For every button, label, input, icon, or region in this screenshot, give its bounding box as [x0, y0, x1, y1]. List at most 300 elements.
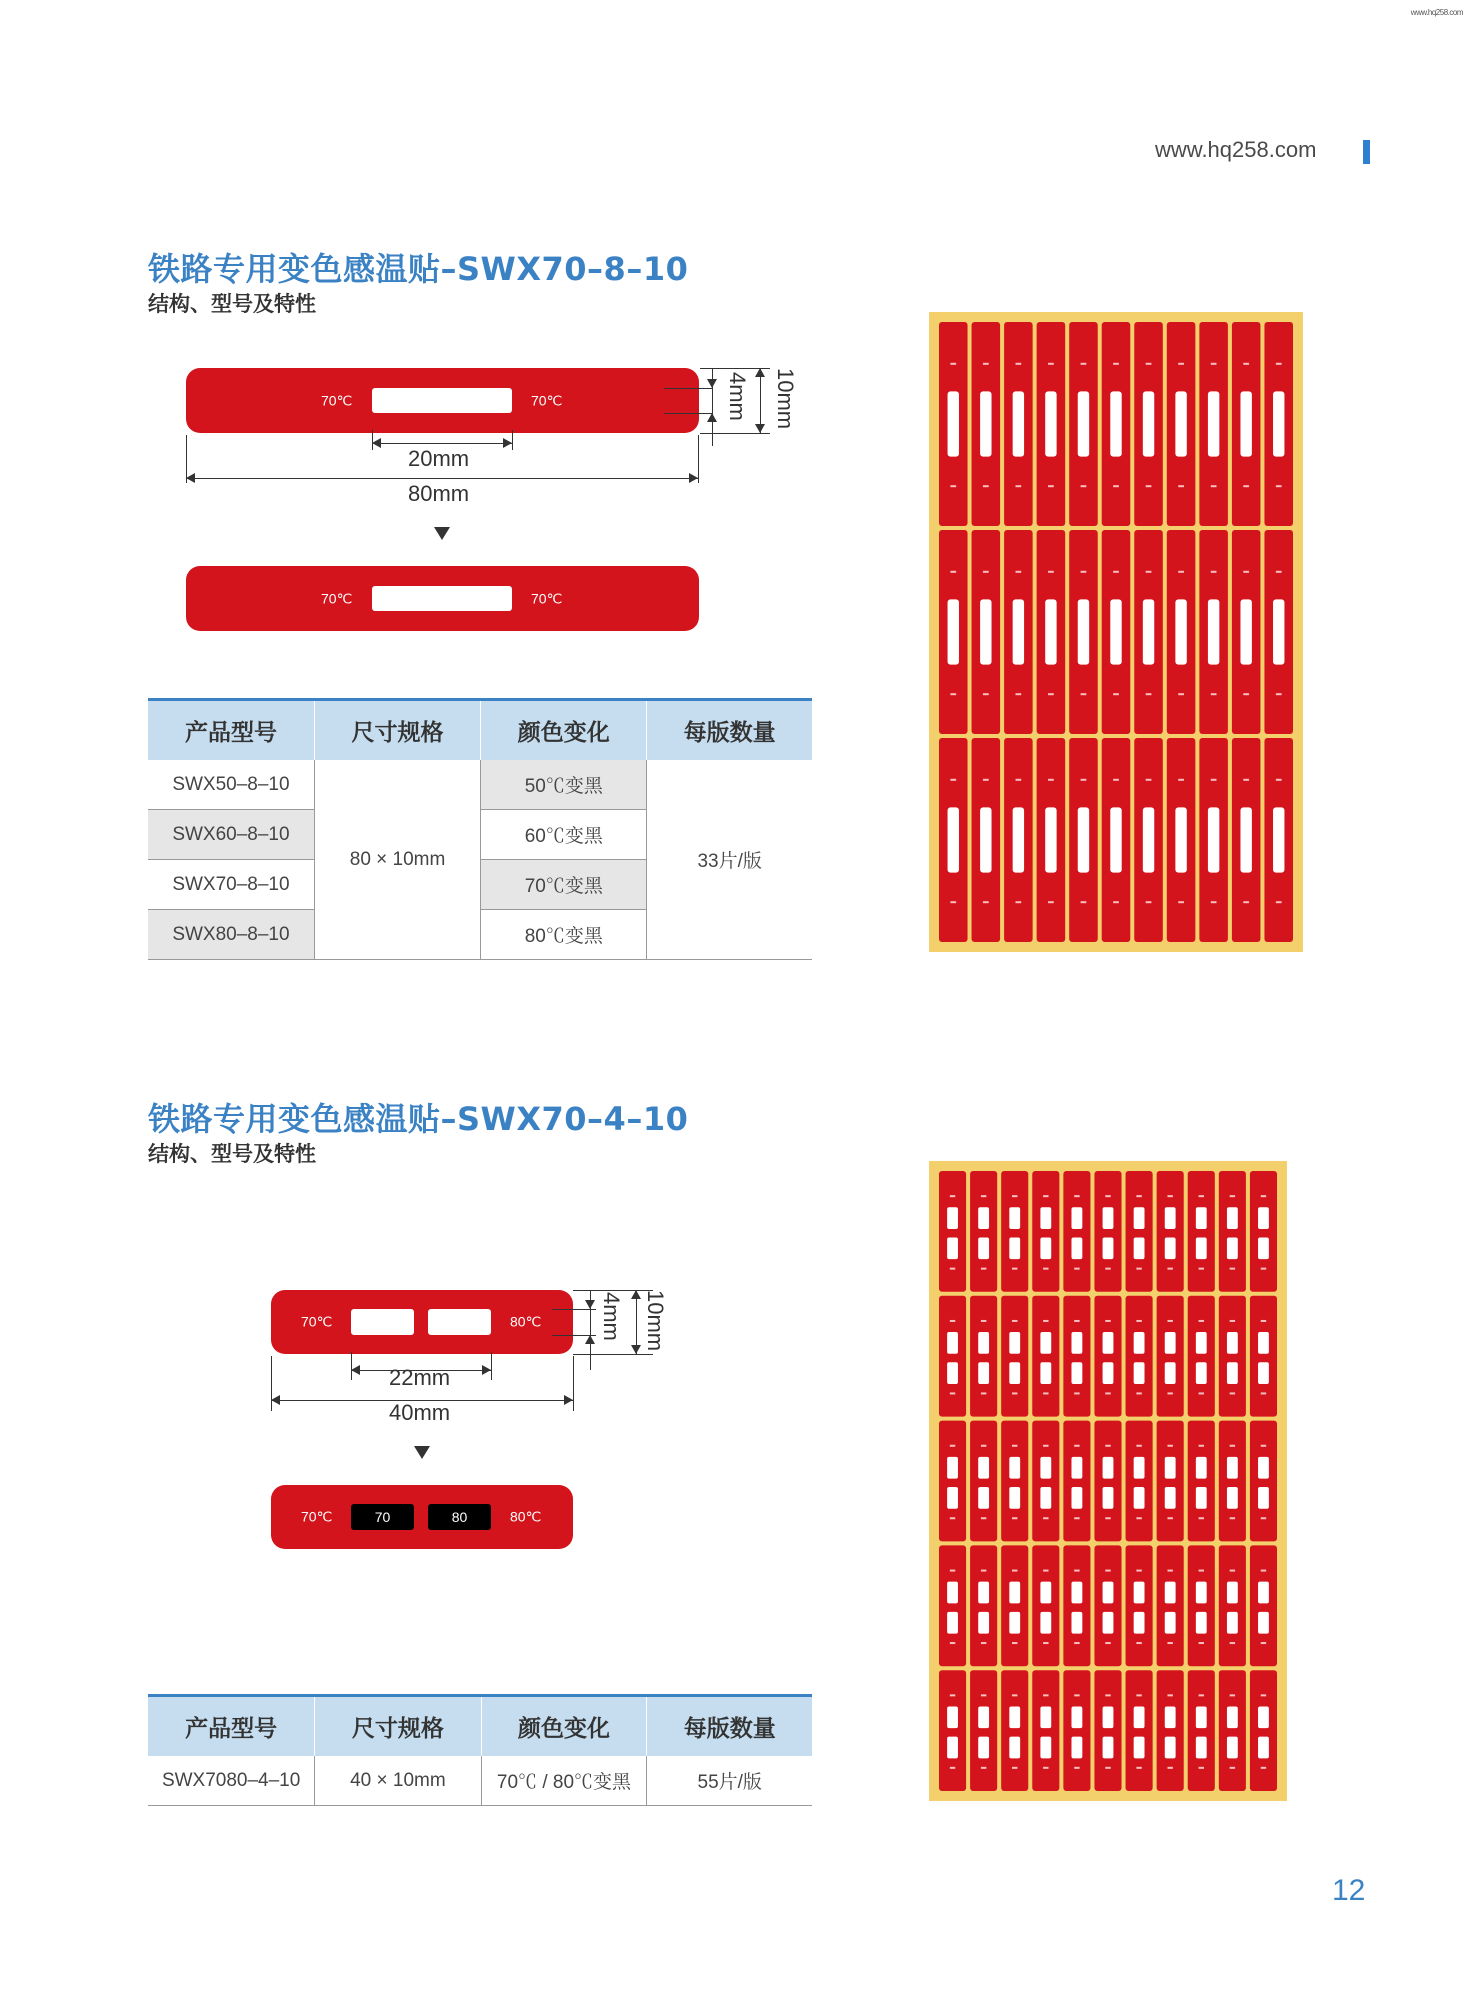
sheet-label-window: [1071, 1362, 1082, 1384]
sheet-label-window: [1175, 807, 1186, 872]
sheet-label-mark: [1230, 1517, 1235, 1519]
sheet-label-window: [1196, 1332, 1207, 1354]
sheet-label-window: [1134, 1237, 1145, 1259]
sheet-label-window: [1009, 1362, 1020, 1384]
sheet-label-mark: [1211, 363, 1217, 365]
sheet-label-mark: [1211, 485, 1217, 487]
label-after: [186, 566, 699, 631]
sheet-label-mark: [1230, 1392, 1235, 1394]
sheet-label-mark: [1074, 1392, 1079, 1394]
sheet-label-window: [947, 1207, 958, 1229]
sheet-label-window: [1103, 1362, 1114, 1384]
sheet-label-mark: [1074, 1767, 1079, 1769]
sheet-label-mark: [950, 1320, 955, 1322]
sheet-label: [1032, 1421, 1059, 1542]
sheet-label-mark: [981, 1694, 986, 1696]
sheet-label-window: [1071, 1706, 1082, 1728]
sheet-label-mark: [1211, 571, 1217, 573]
sheet-label-mark: [1081, 779, 1087, 781]
dim-label-length: 40mm: [389, 1400, 451, 1425]
sheet-label-mark: [1043, 1392, 1048, 1394]
sheet-label: [1219, 1421, 1246, 1542]
sheet-label-mark: [950, 485, 956, 487]
sheet-label-window: [1013, 391, 1024, 456]
sheet-label-mark: [1048, 779, 1054, 781]
sheet-label-mark: [1261, 1767, 1266, 1769]
sheet-label-window: [1227, 1237, 1238, 1259]
sheet-label-mark: [1167, 1320, 1172, 1322]
sheet-label-mark: [1136, 1320, 1141, 1322]
sheet-label-window: [948, 807, 959, 872]
col-header-size: 尺寸规格: [315, 1696, 481, 1757]
sheet-label-window: [1165, 1487, 1176, 1509]
sheet-label-mark: [950, 1767, 955, 1769]
sheet-label-window: [1009, 1487, 1020, 1509]
label-temp-right: 80℃: [510, 1508, 542, 1525]
sheet-label-mark: [1199, 1694, 1204, 1696]
sheet-label-window: [1175, 599, 1186, 664]
dim-label-height: 10mm: [643, 1290, 668, 1352]
sheet-label-window: [1078, 391, 1089, 456]
sheet-label-mark: [1230, 1694, 1235, 1696]
sheet-label-mark: [981, 1195, 986, 1197]
sheet-label-mark: [1016, 901, 1022, 903]
sheet-label-mark: [1074, 1517, 1079, 1519]
sheet-label-mark: [950, 779, 956, 781]
sheet-label: [1219, 1670, 1246, 1791]
arrow-up: [585, 1335, 595, 1344]
sheet-label-window: [947, 1706, 958, 1728]
sheet-label-window: [1040, 1612, 1051, 1634]
sheet-label-window: [1196, 1487, 1207, 1509]
sheet-label-mark: [1199, 1767, 1204, 1769]
sheet-label-mark: [1016, 571, 1022, 573]
sheet-label-mark: [981, 1517, 986, 1519]
sheet-label-mark: [1243, 901, 1249, 903]
sheet-label: [1250, 1171, 1277, 1292]
col-header-model: 产品型号: [148, 1696, 315, 1757]
sheet-label-window: [1071, 1612, 1082, 1634]
table-row: [148, 1756, 812, 1806]
sheet-label-window: [1273, 599, 1284, 664]
sheet-label-window: [1143, 807, 1154, 872]
sheet-label-mark: [1012, 1268, 1017, 1270]
arrow-right: [689, 473, 698, 483]
sheet-label-window: [1110, 807, 1121, 872]
sheet-label-mark: [1136, 1517, 1141, 1519]
sheet-label-mark: [1105, 1642, 1110, 1644]
table-row: [148, 760, 812, 810]
sheet-label-window: [978, 1582, 989, 1604]
sheet-label-window: [1040, 1457, 1051, 1479]
sheet-label: [1032, 1171, 1059, 1292]
indicator-window: [428, 1309, 491, 1335]
sheet-label-window: [1240, 599, 1251, 664]
sheet-label-mark: [1261, 1320, 1266, 1322]
dim-ext-win-top: [664, 388, 712, 389]
sheet-label-window: [1040, 1237, 1051, 1259]
arrow-right: [482, 1365, 491, 1375]
sheet-label-mark: [1167, 1392, 1172, 1394]
cell-color: 50℃变黑: [481, 760, 647, 810]
sheet-label-mark: [983, 693, 989, 695]
sheet-label: [1219, 1545, 1246, 1666]
sheet-label-window: [1009, 1237, 1020, 1259]
cell-color: 70℃变黑: [481, 860, 647, 910]
sheet-label: [1063, 1670, 1090, 1791]
sheet-label: [1001, 1421, 1028, 1542]
sheet-label-window: [1134, 1457, 1145, 1479]
dim-label-window-h: 4mm: [725, 372, 750, 421]
arrow-left: [186, 473, 195, 483]
sheet-label-window: [1258, 1737, 1269, 1759]
sheet-label-mark: [1276, 901, 1282, 903]
label-temp-left: 70℃: [301, 1313, 333, 1330]
sheet-label-window: [1071, 1207, 1082, 1229]
sheet-label-window: [980, 807, 991, 872]
sheet-label-window: [1165, 1332, 1176, 1354]
sheet-label-window: [1165, 1706, 1176, 1728]
sheet-label-mark: [1048, 363, 1054, 365]
sheet-label-mark: [1016, 693, 1022, 695]
section1-subtitle: 结构、型号及特性: [148, 292, 316, 316]
page-number: 12: [1332, 1874, 1366, 1907]
cell-model: SWX50–8–10: [148, 760, 314, 810]
sheet-label: [970, 1421, 997, 1542]
sheet-label-mark: [1105, 1445, 1110, 1447]
dim-ext-bottom: [700, 433, 770, 434]
sheet-label-mark: [1261, 1694, 1266, 1696]
sheet-label: [1094, 1421, 1121, 1542]
arrow-down: [707, 379, 717, 388]
sheet-label-mark: [1199, 1320, 1204, 1322]
sheet-label-window: [1009, 1332, 1020, 1354]
sheet-label-mark: [1048, 693, 1054, 695]
sheet-label: [1157, 1545, 1184, 1666]
sheet-label-mark: [1016, 363, 1022, 365]
sheet-label-mark: [1113, 693, 1119, 695]
sheet-label-mark: [1043, 1570, 1048, 1572]
dim-window-width: 22mm: [389, 1365, 451, 1390]
sheet-label-window: [1071, 1237, 1082, 1259]
sheet-label-window: [1196, 1737, 1207, 1759]
cell-model: SWX80–8–10: [148, 910, 314, 960]
sheet-label-mark: [1043, 1268, 1048, 1270]
sheet-label-mark: [1136, 1694, 1141, 1696]
sheet-label: [1188, 1296, 1215, 1417]
cell-color: 60℃变黑: [481, 810, 647, 860]
sheet-label: [1219, 1296, 1246, 1417]
sheet-label: [1250, 1296, 1277, 1417]
sheet-label: [1001, 1545, 1028, 1666]
sheet-label-mark: [1074, 1694, 1079, 1696]
col-header-qty: 每版数量: [647, 1696, 812, 1757]
label-after: [271, 1485, 573, 1549]
sheet-label-mark: [1043, 1694, 1048, 1696]
accent-bar: [1363, 140, 1370, 164]
sheet-label-mark: [1146, 571, 1152, 573]
sheet-label-mark: [1074, 1570, 1079, 1572]
sheet-label: [939, 1545, 966, 1666]
sheet-label-mark: [1043, 1445, 1048, 1447]
sheet-label-mark: [1136, 1392, 1141, 1394]
sheet-label: [1126, 1421, 1153, 1542]
sheet-label-mark: [1081, 485, 1087, 487]
sheet-label-window: [978, 1612, 989, 1634]
sheet-label-mark: [1146, 901, 1152, 903]
sheet-label-window: [1227, 1332, 1238, 1354]
sheet-label: [1188, 1171, 1215, 1292]
sheet-label: [1063, 1296, 1090, 1417]
label-temp-right: 70℃: [531, 392, 563, 408]
sheet-label: [1094, 1670, 1121, 1791]
sheet-label: [1063, 1171, 1090, 1292]
col-header-color: 颜色变化: [481, 700, 647, 761]
sheet-label-window: [1240, 391, 1251, 456]
sheet-label-window: [1143, 599, 1154, 664]
sheet-label-window: [1258, 1612, 1269, 1634]
sheet-label-mark: [1230, 1268, 1235, 1270]
sheet-label-window: [1071, 1457, 1082, 1479]
sheet-label-window: [1071, 1582, 1082, 1604]
sheet-label-window: [1134, 1487, 1145, 1509]
cell-model: SWX7080–4–10: [148, 1756, 315, 1806]
sheet-label-window: [1009, 1737, 1020, 1759]
arrow-up: [631, 1290, 641, 1299]
sheet-label-window: [1258, 1582, 1269, 1604]
sheet-label-mark: [950, 1392, 955, 1394]
sheet-label-mark: [1199, 1268, 1204, 1270]
sheet-label-mark: [950, 363, 956, 365]
label-temp-left: 70℃: [321, 392, 353, 408]
section2-subtitle: 结构、型号及特性: [148, 1142, 316, 1166]
sheet-label-window: [1009, 1582, 1020, 1604]
dim-ext-right: [698, 435, 699, 483]
sheet-label-window: [1196, 1612, 1207, 1634]
sheet-label-window: [1134, 1582, 1145, 1604]
sheet-label-window: [1165, 1207, 1176, 1229]
dim-ext-win-right: [512, 430, 513, 450]
sheet-label: [970, 1171, 997, 1292]
sheet-label-mark: [1081, 693, 1087, 695]
sheet-label-mark: [981, 1445, 986, 1447]
sheet-label-window: [1196, 1207, 1207, 1229]
sheet-label-mark: [1211, 693, 1217, 695]
sheet-label-mark: [1199, 1195, 1204, 1197]
sheet-label: [1001, 1171, 1028, 1292]
label-temp-right: 80℃: [510, 1313, 542, 1330]
sheet-label-mark: [1178, 693, 1184, 695]
indicator-window-black: 70: [351, 1504, 414, 1530]
sheet-label: [1032, 1670, 1059, 1791]
sheet-label-window: [1165, 1457, 1176, 1479]
sheet-label-window: [1165, 1237, 1176, 1259]
cell-qty: 33片/版: [647, 760, 812, 960]
sheet-label-window: [1110, 391, 1121, 456]
sheet-label-window: [1045, 599, 1056, 664]
label-temp-left: 70℃: [321, 590, 353, 606]
sheet-label-window: [947, 1237, 958, 1259]
label-sheet-1: [929, 312, 1303, 952]
sheet-label-window: [980, 391, 991, 456]
sheet-label-mark: [1167, 1445, 1172, 1447]
sheet-label-mark: [950, 1195, 955, 1197]
sheet-label-mark: [1243, 693, 1249, 695]
sheet-label-window: [1258, 1457, 1269, 1479]
sheet-label-mark: [1113, 779, 1119, 781]
cell-size: 80 × 10mm: [314, 760, 480, 960]
sheet-label-window: [1208, 599, 1219, 664]
sheet-label-mark: [983, 485, 989, 487]
arrow-left: [351, 1365, 360, 1375]
sheet-label: [1157, 1171, 1184, 1292]
sheet-label: [1188, 1670, 1215, 1791]
sheet-label: [1157, 1421, 1184, 1542]
sheet-label-mark: [1113, 571, 1119, 573]
sheet-label-window: [1009, 1457, 1020, 1479]
cell-color: 70℃ / 80℃变黑: [481, 1756, 647, 1806]
sheet-label-mark: [1167, 1268, 1172, 1270]
sheet-label-window: [978, 1706, 989, 1728]
spec-table-2: [148, 1694, 812, 1806]
sheet-label-mark: [981, 1392, 986, 1394]
sheet-label-window: [1103, 1582, 1114, 1604]
sheet-label-mark: [1136, 1195, 1141, 1197]
sheet-label-mark: [1074, 1268, 1079, 1270]
sheet-label-window: [978, 1332, 989, 1354]
indicator-window: [372, 388, 512, 413]
dim-line-window: [372, 443, 512, 444]
sheet-label-mark: [1048, 571, 1054, 573]
sheet-label-window: [1165, 1362, 1176, 1384]
label-before: [186, 368, 699, 433]
sheet-label-mark: [950, 571, 956, 573]
sheet-label-window: [1165, 1612, 1176, 1634]
sheet-label-window: [1258, 1237, 1269, 1259]
sheet-label-mark: [1261, 1195, 1266, 1197]
sheet-label-mark: [1230, 1642, 1235, 1644]
sheet-label-mark: [981, 1570, 986, 1572]
sheet-label-window: [1009, 1612, 1020, 1634]
sheet-label-window: [978, 1237, 989, 1259]
sheet-label: [1250, 1545, 1277, 1666]
sheet-label-window: [1165, 1737, 1176, 1759]
sheet-label-mark: [1211, 779, 1217, 781]
cell-model: SWX60–8–10: [148, 810, 314, 860]
sheet-label-mark: [1081, 363, 1087, 365]
dim-ext-win-right: [491, 1352, 492, 1380]
sheet-label-window: [1103, 1457, 1114, 1479]
sheet-label-mark: [1136, 1642, 1141, 1644]
sheet-label: [1001, 1296, 1028, 1417]
sheet-label-mark: [1012, 1445, 1017, 1447]
sheet-label-mark: [1146, 363, 1152, 365]
sheet-label-window: [1040, 1737, 1051, 1759]
sheet-label-mark: [981, 1642, 986, 1644]
sheet-label-mark: [1167, 1642, 1172, 1644]
sheet-label-window: [1258, 1487, 1269, 1509]
sheet-label-window: [1196, 1457, 1207, 1479]
sheet-label-window: [1103, 1487, 1114, 1509]
sheet-label-window: [1196, 1237, 1207, 1259]
sheet-label-mark: [1105, 1320, 1110, 1322]
sheet-label-window: [947, 1487, 958, 1509]
sheet-label: [1063, 1545, 1090, 1666]
sheet-label-mark: [1105, 1694, 1110, 1696]
sheet-label-mark: [983, 901, 989, 903]
arrow-up: [755, 368, 765, 377]
sheet-label-window: [1045, 391, 1056, 456]
col-header-color: 颜色变化: [481, 1696, 647, 1757]
sheet-label-mark: [1146, 779, 1152, 781]
sheet-label-window: [1071, 1737, 1082, 1759]
sheet-label-mark: [1105, 1570, 1110, 1572]
sheet-label-window: [1040, 1706, 1051, 1728]
sheet-label-mark: [1081, 571, 1087, 573]
sheet-label-mark: [1261, 1517, 1266, 1519]
sheet-label-mark: [1113, 485, 1119, 487]
sheet-label: [1157, 1670, 1184, 1791]
arrow-down: [585, 1300, 595, 1309]
sheet-label-window: [1013, 599, 1024, 664]
sheet-label-window: [1227, 1487, 1238, 1509]
sheet-label: [1157, 1296, 1184, 1417]
sheet-label: [1126, 1171, 1153, 1292]
sheet-label: [970, 1296, 997, 1417]
sheet-label-mark: [1243, 571, 1249, 573]
sheet-label-window: [1208, 391, 1219, 456]
cell-qty: 55片/版: [647, 1756, 812, 1806]
dim-ext-top: [573, 1290, 653, 1291]
watermark-text: www.hq258.com: [1410, 8, 1463, 17]
sheet-label-mark: [1230, 1195, 1235, 1197]
sheet-label-window: [1103, 1207, 1114, 1229]
sheet-label-mark: [981, 1268, 986, 1270]
sheet-label: [1188, 1545, 1215, 1666]
sheet-label-mark: [1081, 901, 1087, 903]
dim-ext-right: [573, 1356, 574, 1411]
sheet-label-window: [1009, 1706, 1020, 1728]
sheet-label-mark: [983, 363, 989, 365]
sheet-label-mark: [1043, 1195, 1048, 1197]
sheet-label-mark: [1105, 1195, 1110, 1197]
sheet-label-window: [947, 1582, 958, 1604]
cell-size: 40 × 10mm: [315, 1756, 481, 1806]
sheet-label-mark: [1178, 901, 1184, 903]
sheet-label-mark: [1276, 693, 1282, 695]
sheet-label-window: [1078, 807, 1089, 872]
sheet-label-window: [1110, 599, 1121, 664]
sheet-label-mark: [1043, 1767, 1048, 1769]
sheet-label: [1250, 1670, 1277, 1791]
sheet-label: [1094, 1296, 1121, 1417]
sheet-label-window: [947, 1737, 958, 1759]
sheet-label-mark: [1048, 901, 1054, 903]
indicator-window: [351, 1309, 414, 1335]
sheet-label-mark: [1074, 1642, 1079, 1644]
sheet-label-mark: [1243, 363, 1249, 365]
sheet-label: [1032, 1545, 1059, 1666]
sheet-label-mark: [1113, 901, 1119, 903]
website-url[interactable]: www.hq258.com: [1155, 137, 1317, 162]
indicator-window: [372, 586, 512, 611]
sheet-label-mark: [1261, 1642, 1266, 1644]
sheet-label-mark: [1048, 485, 1054, 487]
sheet-label-mark: [1199, 1445, 1204, 1447]
sheet-label-mark: [1074, 1320, 1079, 1322]
sheet-label-mark: [1146, 693, 1152, 695]
sheet-label-window: [1134, 1362, 1145, 1384]
